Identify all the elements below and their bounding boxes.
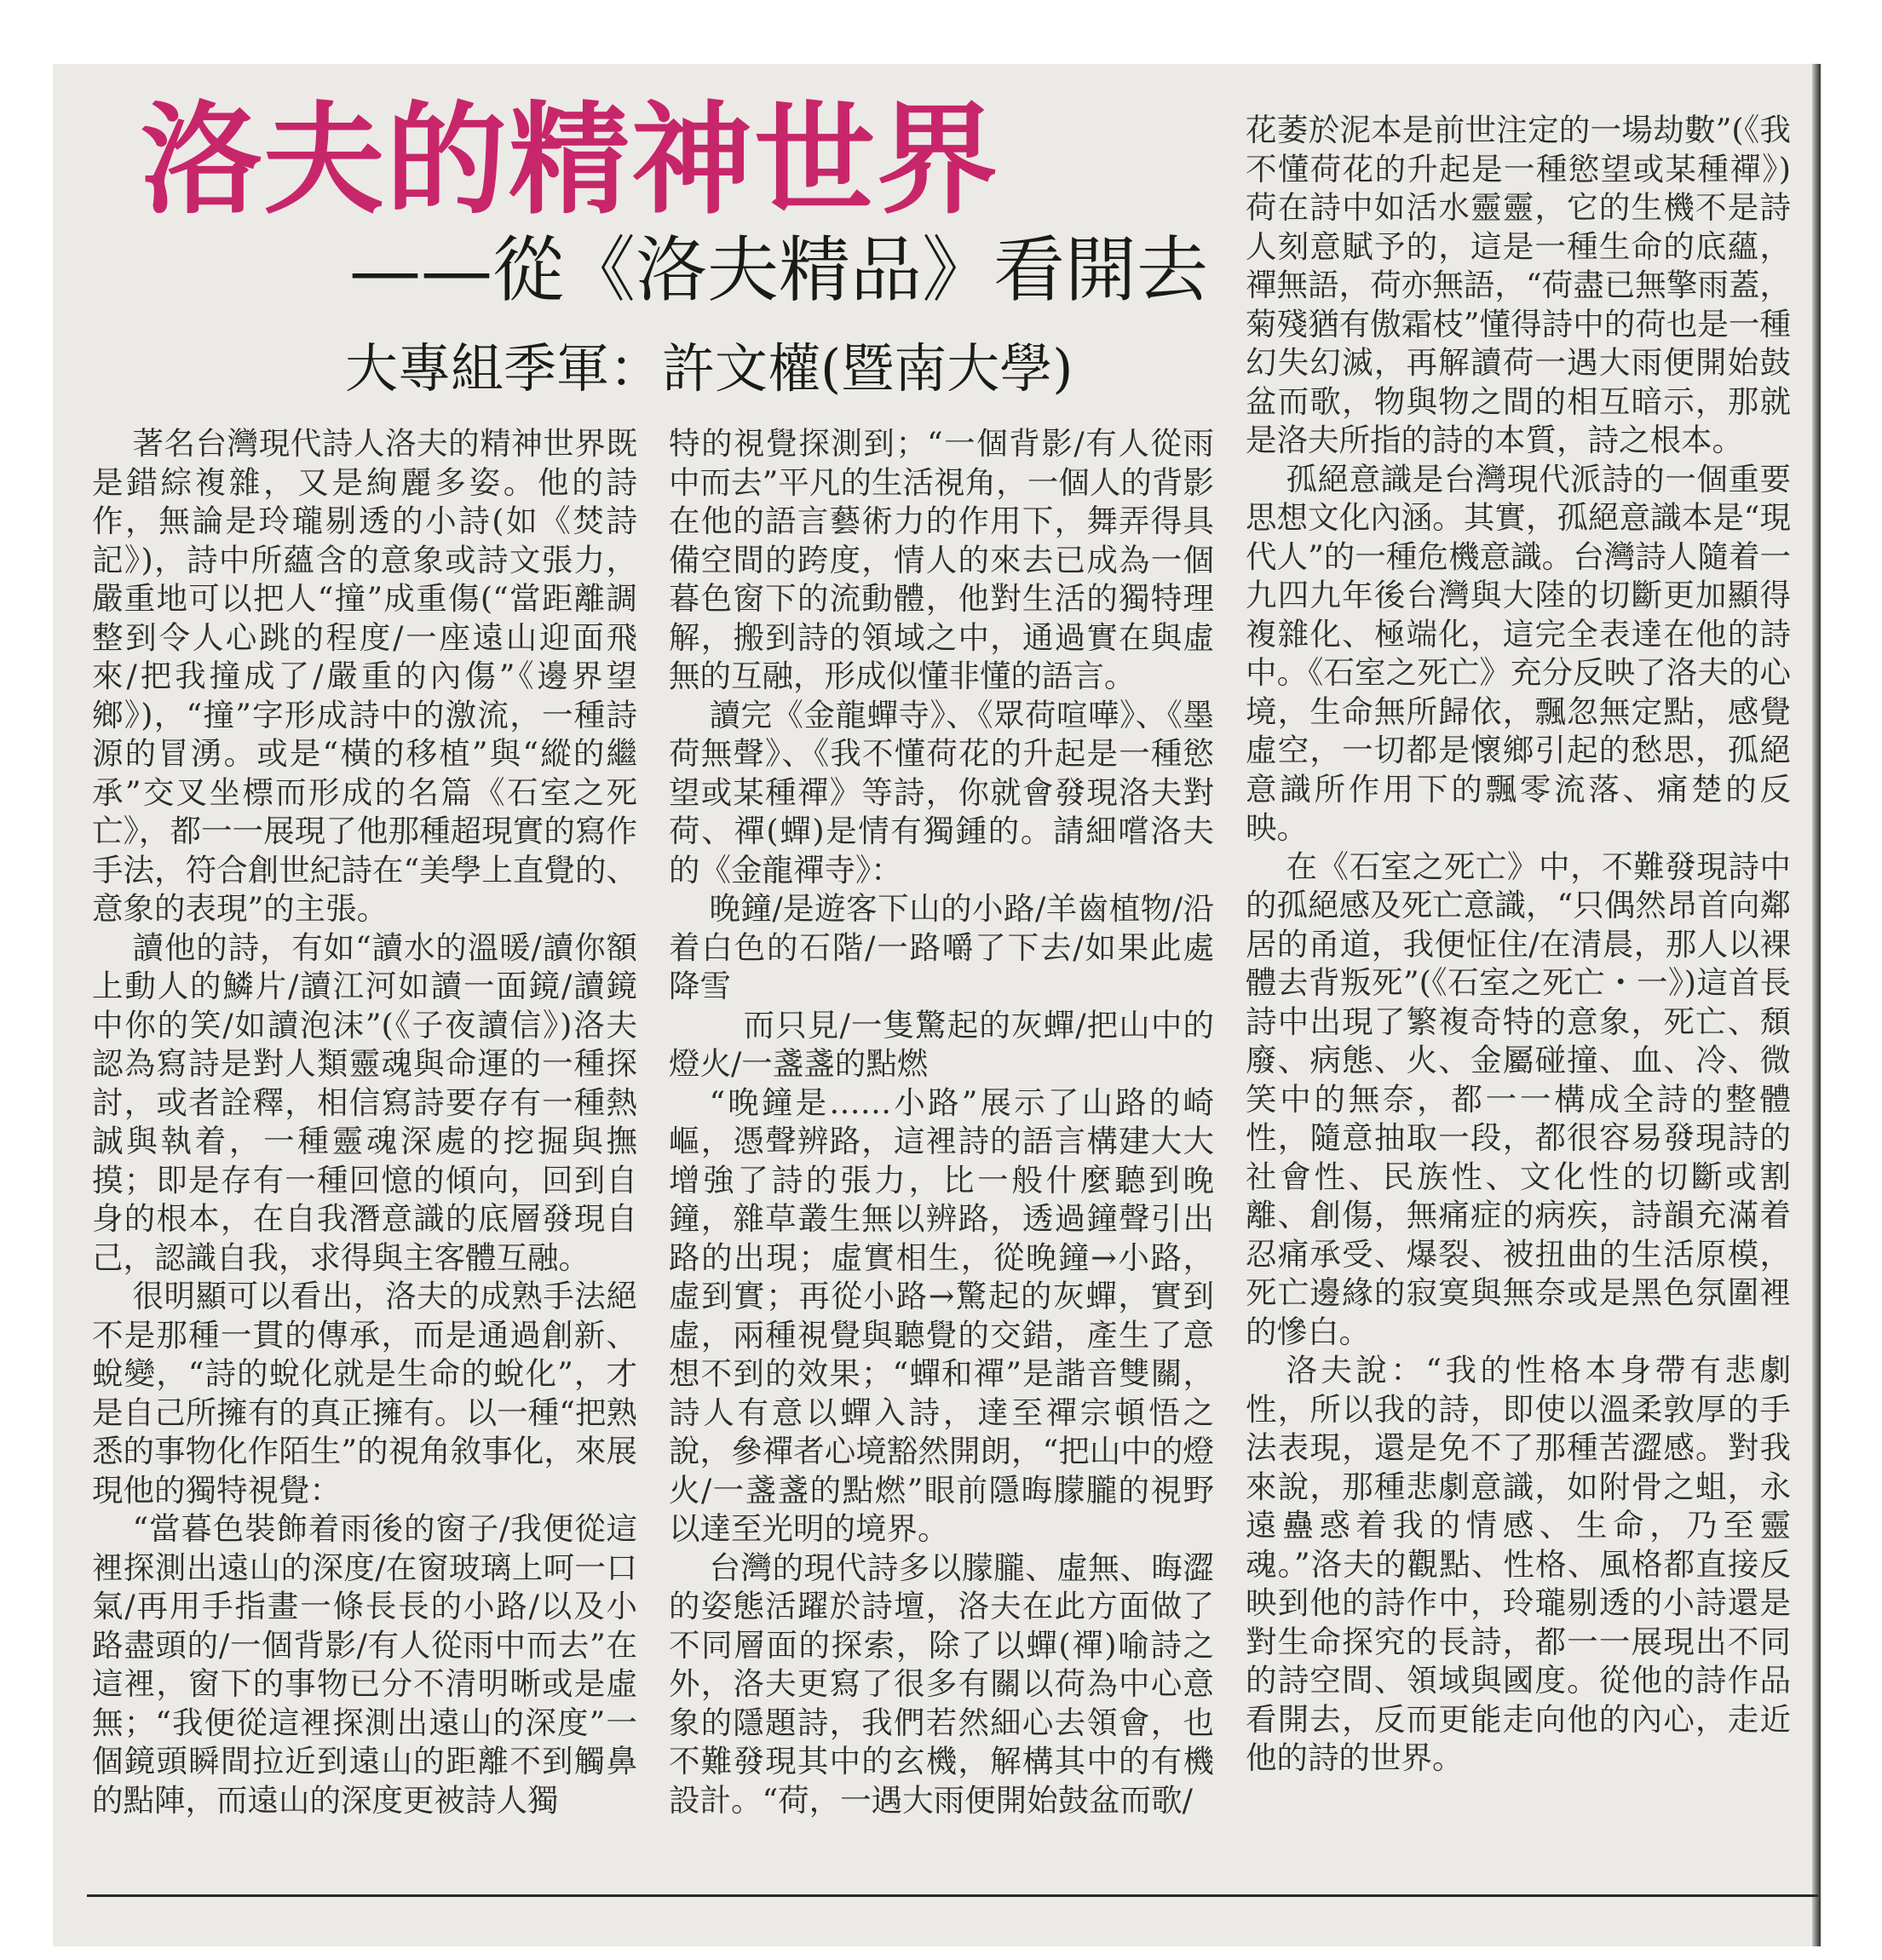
poem-stanza: 晚鐘/是遊客下山的小路/羊齒植物/沿着白色的石階/一路嚼了下去/如果此處降雪	[669, 890, 1214, 1004]
article-title: 洛夫的精神世界	[141, 90, 999, 231]
paragraph: 特的視覺探測到；“一個背影/有人從雨中而去”平凡的生活視角，一個人的背影在他的語言藝術力的作用下，舞弄得具備空間的跨度，情人的來去已成為一個暮色窗下的流動體，他對生活的獨特理解，搬到詩的領域之中，通過實在與虛無的互融，形成似懂非懂的語言。	[669, 425, 1214, 694]
paragraph: 花萎於泥本是前世注定的一場劫數”(《我不懂荷花的升起是一種慾望或某種禪》)荷在詩中如活水靈靈，它的生機不是詩人刻意賦予的，這是一種生命的底蘊，禪無語，荷亦無語，“荷盡已無擎雨蓋，菊殘猶有傲霜枝”懂得詩中的荷也是一種幻失幻滅，再解讀荷一遇大雨便開始鼓盆而歌，物與物之間的相互暗示，那就是洛夫所指的詩的本質，詩之根本。	[1246, 112, 1791, 458]
article-byline: 大專組季軍：許文權(暨南大學)	[345, 337, 1073, 399]
paragraph: 台灣的現代詩多以朦朧、虛無、晦澀的姿態活躍於詩壇，洛夫在此方面做了不同層面的探索，除了以蟬(禪)喻詩之外，洛夫更寫了很多有關以荷為中心意象的隱題詩，我們若然細心去領會，也不難發現其中的玄機，解構其中的有機設計。“荷，一遇大雨便開始鼓盆而歌/	[669, 1549, 1214, 1819]
paragraph: 讀完《金龍蟬寺》、《眾荷喧嘩》、《墨荷無聲》、《我不懂荷花的升起是一種慾望或某種禪》等詩，你就會發現洛夫對荷、禪(蟬)是情有獨鍾的。請細嚐洛夫的《金龍禪寺》：	[669, 696, 1214, 888]
paragraph: 讀他的詩，有如“讀水的溫暖/讀你額上動人的鱗片/讀江河如讀一面鏡/讀鏡中你的笑/如讀泡沫”(《子夜讀信》)洛夫認為寫詩是對人類靈魂與命運的一種探討，或者詮釋，相信寫詩要存有一種熱誠與執着，一種靈魂深處的挖掘與撫摸；即是存有一種回憶的傾向，回到自身的根本，在自我潛意識的底層發現自己，認識自我，求得與主客體互融。	[92, 928, 637, 1276]
paragraph: “晚鐘是……小路”展示了山路的崎嶇，憑聲辨路，這裡詩的語言構建大大增強了詩的張力，比一般什麼聽到晚鐘，雜草叢生無以辨路，透過鐘聲引出路的出現；虛實相生，從晚鐘→小路，虛到實；再從小路→驚起的灰蟬，實到虛，兩種視覺與聽覺的交錯，產生了意想不到的效果；“蟬和禪”是諧音雙關，詩人有意以蟬入詩，達至禪宗頓悟之說，參禪者心境豁然開朗，“把山中的燈火/一盞盞的點燃”眼前隱晦朦朧的視野以達至光明的境界。	[669, 1083, 1214, 1547]
poem-stanza: 而只見/一隻驚起的灰蟬/把山中的燈火/一盞盞的點燃	[669, 1006, 1214, 1082]
paragraph: “當暮色裝飾着雨後的窗子/我便從這裡探測出遠山的深度/在窗玻璃上呵一口氣/再用手指畫一條長長的小路/以及小路盡頭的/一個背影/有人從雨中而去”在這裡，窗下的事物已分不清明晰或是虛無；“我便從這裡探測出遠山的深度”一個鏡頭瞬間拉近到遠山的距離不到觸鼻的點陣，而遠山的深度更被詩人獨	[92, 1510, 637, 1819]
bottom-rule	[87, 1894, 1818, 1897]
paragraph: 很明顯可以看出，洛夫的成熟手法絕不是那種一貫的傳承，而是通過創新、蛻變，“詩的蛻化就是生命的蛻化”，才是自己所擁有的真正擁有。以一種“把熟悉的事物化作陌生”的視角敘事化，來展現他的獨特視覺：	[92, 1278, 637, 1509]
paragraph: 孤絕意識是台灣現代派詩的一個重要思想文化內涵。其實，孤絕意識本是“現代人”的一種危機意識。台灣詩人隨着一九四九年後台灣與大陸的切斷更加顯得複雜化、極端化，這完全表達在他的詩中。《石室之死亡》充分反映了洛夫的心境，生命無所歸依，飄忽無定點，感覺虛空，一切都是懷鄉引起的愁思，孤絕意識所作用下的飄零流落、痛楚的反映。	[1246, 460, 1791, 846]
paragraph: 洛夫說：“我的性格本身帶有悲劇性，所以我的詩，即使以溫柔敦厚的手法表現，還是免不了那種苦澀感。對我來說，那種悲劇意識，如附骨之蛆，永遠蠱惑着我的情感、生命，乃至靈魂。”洛夫的觀點、性格、風格都直接反映到他的詩作中，玲瓏剔透的小詩還是對生命探究的長詩，都一一展現出不同的詩空間、領域與國度。從他的詩作品看開去，反而更能走向他的內心，走近他的詩的世界。	[1246, 1352, 1791, 1776]
article-column-1	[92, 424, 637, 1819]
article-column-2	[669, 424, 1214, 1819]
article-column-3	[1246, 111, 1791, 1778]
paragraph: 在《石室之死亡》中，不難發現詩中的孤絕感及死亡意識，“只偶然昂首向鄰居的甬道，我便怔住/在清晨，那人以裸體去背叛死”(《石室之死亡・一》)這首長詩中出現了繁複奇特的意象，死亡、頹廢、病態、火、金屬碰撞、血、冷、微笑中的無奈，都一一構成全詩的整體性，隨意抽取一段，都很容易發現詩的社會性、民族性、文化性的切斷或割離、創傷，無痛症的病疾，詩韻充滿着忍痛承受、爆裂、被扭曲的生活原模，死亡邊緣的寂寞與無奈或是黑色氛圍裡的慘白。	[1246, 848, 1791, 1350]
article-subtitle: ——從《洛夫精品》看開去	[349, 228, 1209, 312]
paragraph: 著名台灣現代詩人洛夫的精神世界既是錯綜複雜，又是絢麗多姿。他的詩作，無論是玲瓏剔透的小詩(如《焚詩記》)，詩中所蘊含的意象或詩文張力，嚴重地可以把人“撞”成重傷(“當距離調整到令人心跳的程度/一座遠山迎面飛來/把我撞成了/嚴重的內傷”《邊界望鄉》)，“撞”字形成詩中的激流，一種詩源的冒湧。或是“橫的移植”與“縱的繼承”交叉坐標而形成的名篇《石室之死亡》，都一一展現了他那種超現實的寫作手法，符合創世紀詩在“美學上直覺的、意象的表現”的主張。	[92, 425, 637, 927]
scan-edge-shadow	[1812, 64, 1821, 1946]
